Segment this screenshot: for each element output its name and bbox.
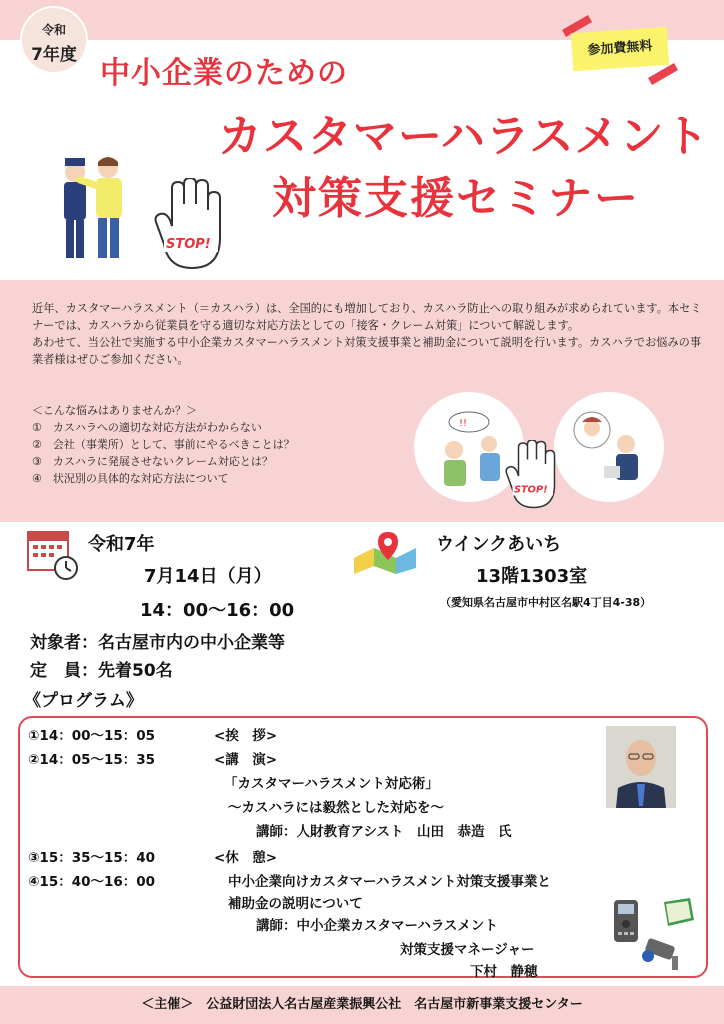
map-pin-icon	[352, 528, 418, 574]
program-heading: 《プログラム》	[24, 691, 143, 711]
calendar-icon	[26, 526, 80, 582]
lecturer-2-line-1: 講師：中小企業カスタマーハラスメント	[256, 918, 498, 934]
lecturer-2-line-3: 下村 静穂	[470, 964, 538, 980]
venue-address: （愛知県名古屋市中村区名駅4丁目4-38）	[440, 596, 652, 609]
title-line3: 対策支援セミナー	[272, 173, 640, 224]
stop-hand-icon	[502, 440, 562, 512]
worries-title: ＜こんな悩みはありませんか？＞	[32, 404, 197, 417]
worries-list	[32, 419, 295, 487]
time-range: 14：00～16：00	[140, 600, 295, 621]
lecturer-1: 講師：人財教育アシスト 山田 恭造 氏	[256, 824, 512, 840]
lecture-subtitle: ～カスハラには毅然とした対応を～	[228, 800, 444, 816]
list-item: ① カスハラへの適切な対応方法がわからない	[32, 421, 262, 434]
security-camera-icon	[640, 936, 684, 972]
phone-call-illustration	[554, 392, 664, 502]
program-row-2-time: ②14：05～15：35	[28, 752, 156, 768]
list-item: ③ カスハラに発展させないクレーム対応とは？	[32, 455, 273, 468]
intro-paragraph-1: 近年、カスタマーハラスメント（＝カスハラ）は、全国的にも増加しており、カスハラ防止への取り組みが求められています。本セミナーでは、カスハラから従業員を守る適切な対応方法としての「接客・クレーム対策」について解説します。	[32, 302, 702, 332]
venue-room: 13階1303室	[476, 566, 588, 587]
program-row-1-label: <挨 拶>	[214, 728, 278, 744]
speaker-photo	[606, 726, 676, 808]
intro-text	[32, 300, 702, 368]
harassment-illustration	[40, 150, 160, 270]
era-badge-line1: 令和	[41, 23, 66, 37]
stop-text: STOP!	[514, 484, 548, 496]
date-day: 7月14日（月）	[144, 566, 272, 587]
program-row-1-time: ①14：00～15：05	[28, 728, 156, 744]
lecturer-2-line-2: 対策支援マネージャー	[400, 942, 535, 958]
recorder-icon	[612, 898, 640, 944]
svg-text:!!: !!	[459, 418, 468, 429]
list-item: ② 会社（事業所）として、事前にやるべきことは？	[32, 438, 295, 451]
target-audience: 対象者：名古屋市内の中小企業等	[30, 633, 285, 653]
list-item: ④ 状況別の具体的な対応方法について	[32, 472, 229, 485]
program-row-2-label: <講 演>	[214, 752, 278, 768]
stop-text: STOP!	[166, 237, 211, 252]
program-row-3-time: ③15：35～15：40	[28, 850, 156, 866]
program-row-4-time: ④15：40～16：00	[28, 874, 156, 890]
lecture-title: 「カスタマーハラスメント対応術」	[224, 776, 439, 792]
date-era: 令和7年	[88, 534, 155, 555]
stop-hand-icon	[150, 178, 230, 274]
capacity: 定 員：先着50名	[30, 661, 173, 681]
title-line1: 中小企業のための	[100, 56, 348, 91]
tape-decoration	[648, 63, 678, 85]
program-row-4-desc-1: 中小企業向けカスタマーハラスメント対策支援事業と	[228, 874, 551, 890]
title-line2: カスタマーハラスメント	[218, 111, 710, 162]
venue-name: ウインクあいち	[436, 534, 562, 555]
document-book-icon	[660, 896, 696, 928]
program-row-3-label: <休 憩>	[214, 850, 278, 866]
free-admission-badge: 参加費無料	[571, 27, 669, 72]
program-row-4-desc-2: 補助金の説明について	[228, 896, 363, 912]
era-badge	[20, 6, 88, 74]
intro-paragraph-2: あわせて、当公社で実施する中小企業カスタマーハラスメント対策支援事業と補助金について説明を行います。カスハラでお悩みの事業者様はぜひご参加ください。	[32, 336, 702, 366]
era-badge-line2: 7年度	[31, 45, 77, 65]
organizer-footer: ＜主催＞ 公益財団法人名古屋産業振興公社 名古屋市新事業支援センター	[141, 997, 583, 1012]
